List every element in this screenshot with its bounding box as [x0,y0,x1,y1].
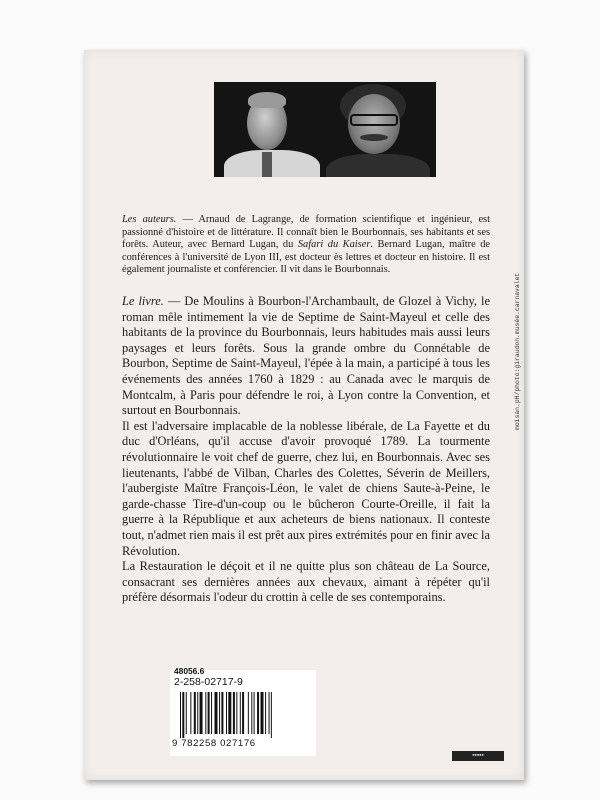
isbn: 2-258-02717-9 [174,676,243,688]
ean-number: 9 782258 027176 [172,738,256,749]
photo-credit: moisan.pH/photo:giraudon.musée.carnavalet [514,272,521,430]
authors-text: — Arnaud de Lagrange, de formation scientifique et ingénieur, est passionné d'histoire et de littérature. Il connaît bien le Bourbonnais, ses habitants et ses forêts. Auteur, avec Bernard Lugan, du [122,214,490,251]
livre-paragraph: Il est l'adversaire implacable de la noblesse libérale, de La Fayette et du duc d'Orléans, qu'il accuse d'avoir provoqué 1789. La tourmente révolutionnaire le voit chef de guerre, chez lui, en Bourbonnais. Avec ses lieutenants, l'abbé de Vilban, Charles des Colettes, Séverin de Meillers, l'aubergiste Maître François-Léon, le valet de chiens Saute-à-Peine, le garde-chasse Tire-d'un-coup ou le bûcheron Courte-Oreille, il fait la guerre à la République et aux acheteurs de biens nationaux. Il conteste tout, n'admet rien mais il est prêt aux pires extrémités pour en finir avec la Révolution. [122,418,490,558]
author-photo-arnaud-de-lagrange [214,82,330,177]
authors-blurb [122,214,490,277]
authors-text2: . Bernard Lugan, maître de conférences à l'université de Lyon III, est docteur ès lettres et docteur en histoire. Il est également journaliste et conférencier. Il vit dans le Bourbonnais. [122,239,491,276]
barcode-area [170,666,316,756]
price-sticker: ▪▪▪▪▪ [452,751,504,761]
product-code: 48056.6 [174,666,205,676]
barcode-icon [178,692,306,738]
book-summary [122,294,490,606]
author-photo-bernard-lugan [320,82,436,177]
livre-paragraph: La Restauration le déçoit et il ne quitte plus son château de La Source, consacrant ses dernières années aux chevaux, aimant à répéter qu'il préfère désormais l'odeur du crottin à celle de ses contemporains. [122,559,490,605]
authors-book-title: Safari du Kaiser [297,239,371,251]
livre-lead: Le livre. [122,294,164,308]
authors-lead: Les auteurs. [122,214,177,225]
book-back-cover [84,50,524,780]
livre-paragraph: — De Moulins à Bourbon-l'Archambault, de Glozel à Vichy, le roman mêle intimement la vie de Septime de Saint-Mayeul et celle des habitants de la province du Bourbonnais, leurs habitudes mais aussi leurs paysages et leurs forêts. Sous la grande ombre du Connétable de Bourbon, Septime de Saint-Mayeul, l'épée à la main, a participé à tous les événements des années 1760 à 1829 : au Canada avec le marquis de Montcalm, à Paris pour défendre le roi, à Lyon contre la Convention, et surtout en Bourbonnais. [122,294,490,418]
